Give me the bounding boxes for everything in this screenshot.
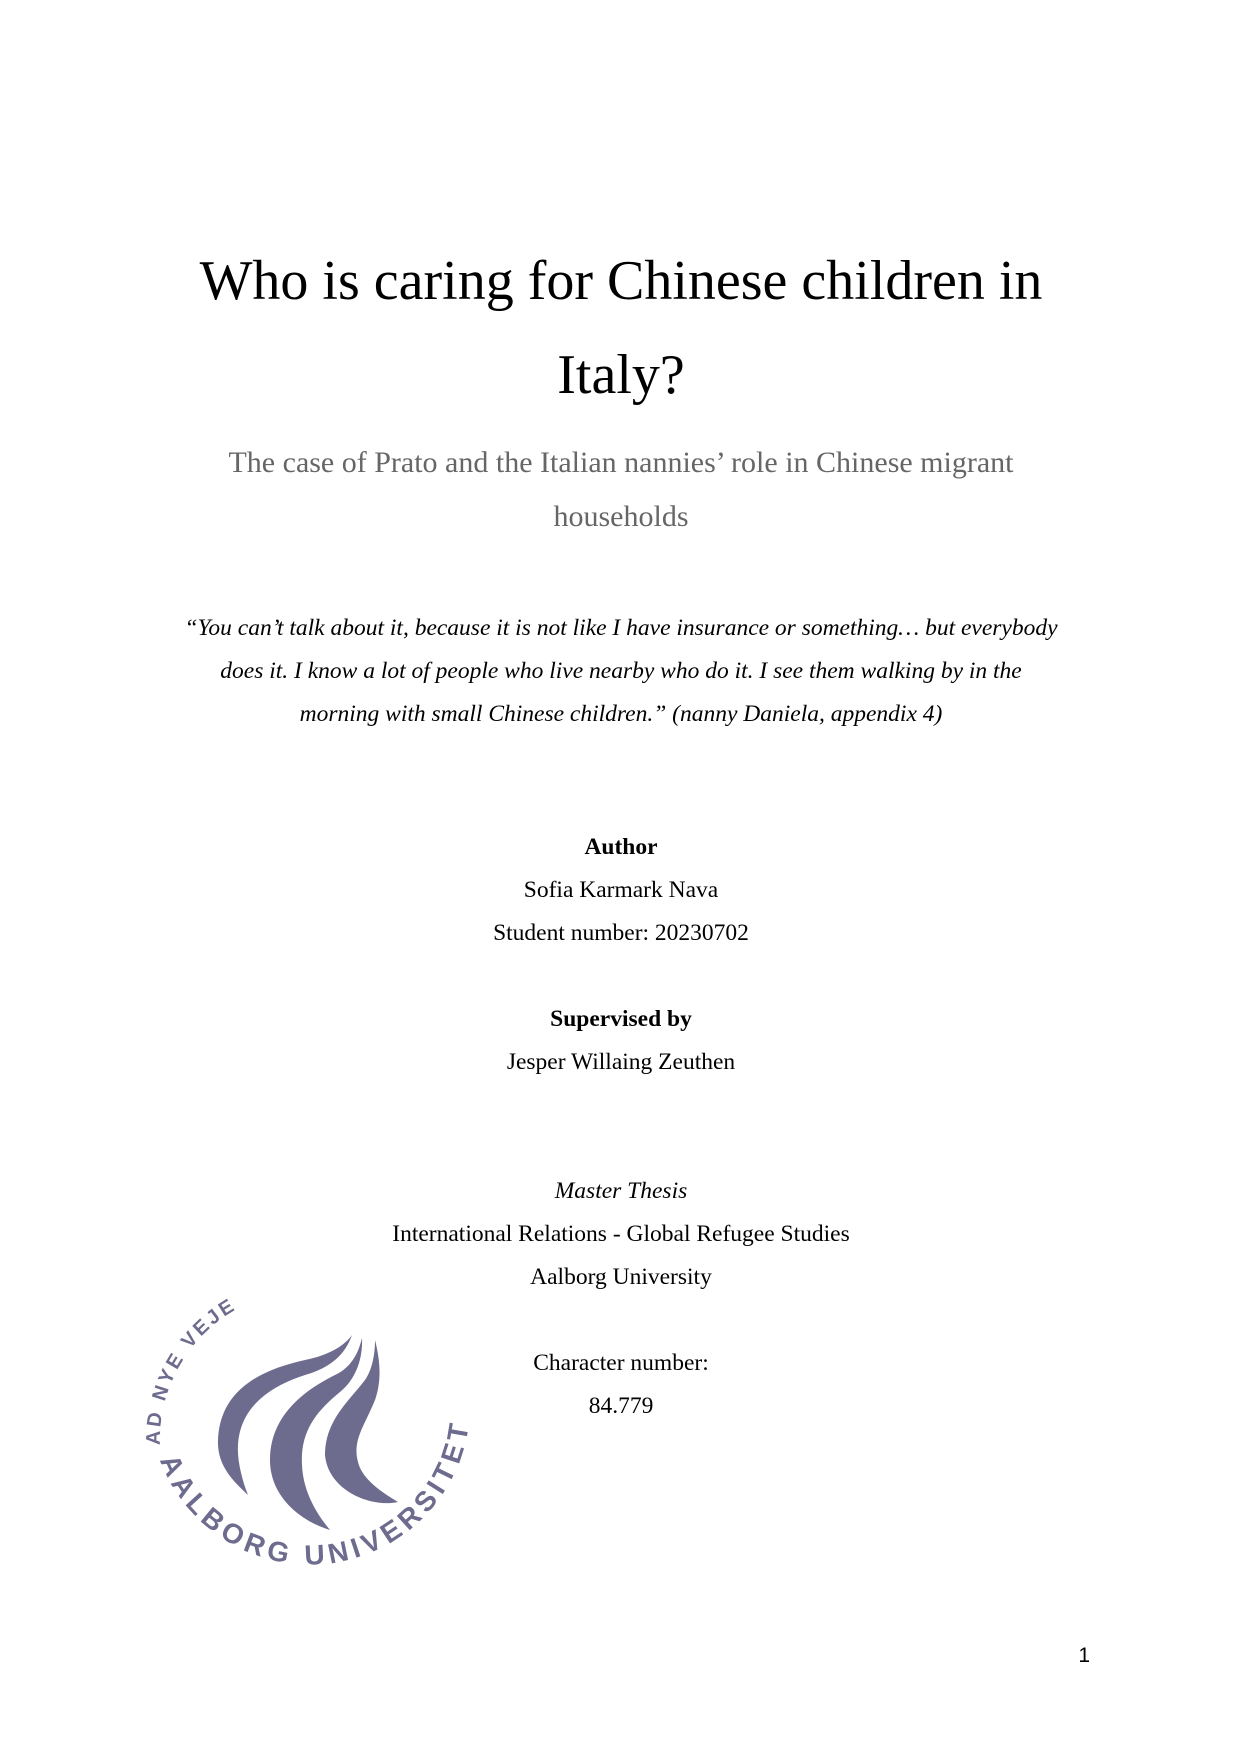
character-count-value: 84.779 [588,1393,654,1419]
thesis-program: International Relations - Global Refugee Studies [392,1221,850,1247]
subtitle-line-1: The case of Prato and the Italian nannies’ role in Chinese migrant [228,446,1014,479]
aalborg-university-logo [140,1280,490,1610]
subtitle-line-2: households [553,500,689,533]
title-line-2: Italy? [557,344,685,406]
logo-motto: AD NYE VEJE [142,1293,241,1446]
svg-text:AALBORG UNIVERSITET [154,1416,475,1570]
epigraph-line-3: morning with small Chinese children.” (nanny Daniela, appendix 4) [299,701,943,727]
epigraph-line-2: does it. I know a lot of people who live nearby who do it. I see them walking by in the [220,658,1022,684]
document-subtitle [0,436,1242,544]
student-number: Student number: 20230702 [493,920,749,946]
author-heading: Author [584,834,658,860]
supervisor-block [0,998,1242,1084]
page-number: 1 [1078,1644,1090,1667]
supervisor-name: Jesper Willaing Zeuthen [506,1049,736,1075]
logo-name: AALBORG UNIVERSITET [154,1416,476,1571]
author-block [0,826,1242,955]
thesis-university: Aalborg University [530,1264,712,1290]
author-name: Sofia Karmark Nava [523,877,719,903]
thesis-type: Master Thesis [554,1178,688,1204]
aalborg-logo-icon [140,1280,490,1610]
supervisor-heading: Supervised by [550,1006,692,1032]
epigraph-line-1: “You can’t talk about it, because it is not like I have insurance or something… but everybody [184,615,1058,641]
character-count-label: Character number: [533,1350,709,1376]
title-line-1: Who is caring for Chinese children in [199,250,1043,312]
epigraph-quote [0,607,1242,736]
document-title [0,234,1242,422]
